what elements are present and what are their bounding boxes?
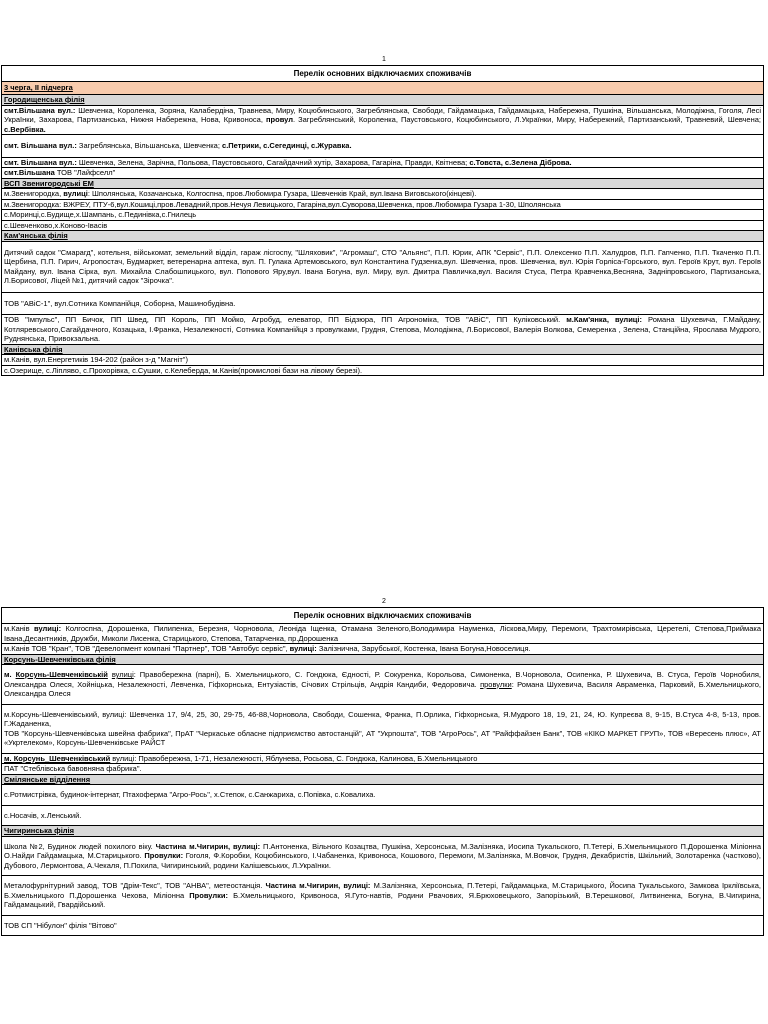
consumer-entry — [2, 785, 764, 806]
consumer-entry — [2, 189, 764, 200]
entry-text: вулиці: — [34, 624, 62, 633]
consumer-entry — [2, 764, 764, 775]
entry-text: с.Товста, с.Зелена Діброва. — [469, 157, 572, 167]
entry-text: вулиці — [63, 189, 88, 198]
entry-text: Школа №2, Будинок людей похилого віку. — [4, 841, 156, 851]
queue-label: 3 черга, ІІ підчерга — [2, 82, 764, 95]
entry-text: смт.Вільшана вул.: — [4, 105, 79, 115]
consumer-entry — [2, 168, 764, 179]
entry-text: Частина м.Чигирин, вулиці: — [265, 881, 371, 890]
entry-text: смт.Вільшана — [4, 168, 57, 177]
consumer-entry — [2, 105, 764, 135]
entry-text: ТОВ "АВіС-1", вул.Сотника Компанійця, Соборна, Машинобудівна. — [4, 298, 236, 308]
consumer-entry — [2, 365, 764, 376]
table-title: Перелік основних відключаємих споживачів — [2, 66, 764, 82]
entry-text: м.Кам'янка, вулиці: — [566, 315, 643, 324]
entry-text: : Шполянська, Козачанська, Колгоспна, пров.Любомира Гузара, Шевченків Край, вул.Івана Виговського(кінцеві). — [87, 189, 477, 198]
entry-text: ТОВ "Лайфселл" — [56, 168, 116, 177]
entry-text: . Загреблянський, Короленка, Паустовського, Коцюбинського, Л.Українки, Миру, Набережний, Партизанський, Травневий, Шевчена; — [292, 115, 761, 124]
section-heading: Городищенська філія — [2, 95, 764, 106]
entry-text: П.Антоненка, Вільного Козацтва, Пушкіна, Херсонська, М.Залізняка, Иосипа Тукальского, П.Тетері, Б.Хмельницького П.Дорошенка Міліонна О.Найди Гайдамацька, М.Старицького. — [4, 841, 761, 860]
consumer-entry — [2, 753, 764, 764]
entry-text: Б.Хмельницького, Кривоноса, Я.Гуто-навтів, Родини Рвачових, Я.Брюховецького, Запорізький, В.Терешкової, Литвиненка, Богуна, В.Чигирина, Гайдамацький, Гвардійський. — [4, 890, 762, 909]
entry-text: м.Канів, вул.Енергетиків 194-202 (район з-д "Магніт") — [4, 355, 188, 364]
consumer-entry — [2, 624, 764, 644]
entry-text: ТОВ "Корсунь-Шевченківська швейна фабрика", ПрАТ "Черкаське обласне підприємство автостанцій", АТ "Укрпошта", ТОВ "АгроРось", АТ "Райффайзен Банк", ТОВ «КІКО МАРКЕТ ГРУП», ТОВ «Вересень плюс», АТ «Укртелеком», Корсунь-Шевченківське РАЙСТ — [4, 728, 761, 747]
entry-text: Гоголя, Ф.Коробки, Коцюбинського, І.Чабаненка, Кривоноса, Кошового, Перемоги, М.Залізняка, М.Вовчок, Грудня, Декабристів, Шкільний, Золотаренка (частково), Дубового, Лермонтова, А.Чекаля, П.Похила, Чигиринський, родини Калішевських, Л.Українки. — [4, 851, 761, 870]
entry-text: м.Корсунь-Шевченківський, вулиці: Шевченка 17, 9/4, 25, 30, 29-75, 46-88,Чорновола, Свободи, Сошенка, Франка, П.Орлика, Гіфхорнська, Я.Мудрого 18, 19, 21, 24, Ю. Купреєва 8, 9-15, В.Стуса 4-8, 5-13, пров. Г.Жаданенка, — [4, 709, 761, 728]
consumer-entry — [2, 315, 764, 345]
consumer-entry — [2, 876, 764, 916]
entry-text: Загреблянська, Вільшанська, Шевченка; — [78, 141, 223, 150]
consumer-entry — [2, 210, 764, 221]
consumer-entry — [2, 292, 764, 315]
page-number: 2 — [382, 598, 386, 605]
entry-text: с.Вербівка. — [4, 124, 46, 134]
entry-text: м.Канів — [4, 624, 35, 633]
section-heading: ВСП Звенигородські ЕМ — [2, 178, 764, 189]
section-heading: Кам'янська філія — [2, 231, 764, 242]
entry-text: : Романа Шухевича, Василя Авраменка, Парковий, Б.Хмельницького, Олександра Олеся — [4, 679, 762, 698]
consumer-entry — [2, 644, 764, 655]
consumer-entry — [2, 220, 764, 231]
entry-text: Романа Шухевича, Г.Майдану, Котляревського,Сагайдачного, Козацька, І.Франка, Незалежності, Сотника Компанійця з провулками, Грудня, Степова, Молодіжна, Л.Борисової, Валерія Волкова, Семеренка , Зелена, Станційна, Ярослава Мудрого, Руднянська, Привокзальна. — [4, 315, 761, 343]
entry-text: м.Звенигородка: ВЖРЕУ, ПТУ-6,вул.Кошиці,пров.Левадний,пров.Нечуя Левицького, Гагаріна,вул.Суворова,Шевченка, пров.Любомира Гузара 1-30, Шполянська — [4, 199, 561, 209]
entry-text: Шевченка, Зелена, Зарічна, Польова, Паустовського, Сагайдачний хутір, Захарова, Гагаріна, Правди, Квітнева; — [78, 157, 470, 167]
entry-text: Металофурнітурний завод, ТОВ "Дрім-Текс", ТОВ "АНВА", метеостанція. — [4, 881, 266, 890]
entry-text: Провулки: — [144, 851, 184, 860]
entry-text: с.Ротмистрівка, будинок-інтернат, Птахоферма "Агро-Рось", х.Степок, с.Санжариха, с.Попівка, с.Ковалиха. — [4, 790, 376, 799]
consumer-entry — [2, 915, 764, 936]
entry-text: : Правобережна (парні), Б. Хмельницького, С. Гондюка, Єдності, Р. Сокуренка, Корольова, Симоненка, В.Чорновола, Осипенка, Р. Шухевича, В. Стуса, Героїв Чорнобиля, Олександра Олеся, Хойніцька, Незалежності, Левченка, Гіфхорнська, Ентузіастів, Січових Стрільців, Андрія Кандиби, Федоровича. — [4, 670, 761, 689]
entry-text: с.Петрики, с.Сегединці, с.Журавка. — [222, 141, 352, 150]
section-heading: Корсунь-Шевченківська філія — [2, 654, 764, 665]
entry-text: Колгоспна, Дорошенка, Пилипенка, Березня, Чорновола, Леоніда Іщенка, Отамана Зеленого,Володимира Науменка, Ліскова,Миру, Перемоги, Трахтомирівська, Церетелі, Степова,Приймака Івана,Десантників, Дружби, Миколи Лисенка, Старицького, Степова, Татарченка, пр.Дорошенка — [4, 624, 761, 643]
consumers-table — [1, 65, 764, 376]
entry-text: ТОВ "Імпульс", ПП Бичок, ПП Швед, ПП Король, ПП Мойко, Агробуд, елеватор, ПП Бідзюра, ПП Агрономіка, ТОВ "АВіС", ПП Куліковський. — [4, 315, 567, 324]
entry-text: Провулки: — [189, 890, 228, 900]
entry-text: Дитячий садок "Смарагд", котельня, військомат, земельний відділ, гараж лісгоспу, "Шляховик", "Агромаш", СТО "Альянс", П.П. Юрик, АПК "Сервіс", П.П. Олексенко П.П. Халудров, П.П. Гапченко, П.П. Ткаченко П.П. Щербина, П.П. Гирич, Агропостач, Будмаркет, ветеренарна аптека, вул. П. Гулака Артемовського, вул Константина Гудзенка,вул. Шевченка, пров. Шевченка, вул. Юрія Горліса-Горського, вул. Героїв Крут, вул. Героїв Майдану, вул. Івана Сірка, вул. Михайла Слабошпицького, вул. Попового Яру,вул. Івана Богуна, вул. Миру, вул. Дмитра Павличка,вул. Василя Стуса, Петра Кравченка,Весняна, Задніпровського, Партизанська, Л.Борисової, Ліцей №1, дитячий садок "Зірочка". — [4, 247, 761, 285]
entry-text: Корсунь-Шевченківській — [15, 670, 108, 679]
entry-text: с.Шевченково,х.Коново-Івасів — [4, 220, 108, 230]
entry-text: вулиці — [111, 670, 134, 679]
entry-text: с.Носачів, х.Ленський. — [4, 810, 82, 820]
entry-text: смт. Вільшана вул.: — [4, 141, 79, 150]
consumer-entry — [2, 836, 764, 876]
entry-text: ПАТ "Стеблівська бавовняна фабрика". — [4, 764, 142, 773]
entry-text: Шевченка, Короленка, Зоряна, Калабердіна, Травнева, Миру, Коцюбинського, Загреблянська, Свободи, Гайдамацька, Гайдамацька, Набережна, Пушкіна, Вільшанська, Молодіжна, Гоголя, Лесі Українки, Захарова, Партизанська, Нижня Набережна, Нова, Кривоноса, — [4, 105, 762, 124]
entry-text: провул — [266, 115, 293, 124]
table-title: Перелік основних відключаємих споживачів — [2, 608, 764, 624]
entry-text: М.Залізняка, Херсонська, П.Тетері, Гайдамацька, М.Старицького, Йосипа Тукальського, Замкова Іркліївська, Б.Хмельницького П.Дорошенка Чехова, Міліонна — [4, 881, 761, 900]
entry-text: с.Моринці,с.Будище,х.Шампань, с.Пединівка,с.Гнилець — [4, 210, 197, 219]
section-heading: Чигиринська філія — [2, 826, 764, 837]
consumer-entry — [2, 355, 764, 366]
entry-text: Частина м.Чигирин, вулиці: — [155, 841, 261, 851]
entry-text: с.Озерище, с.Ліпляво, с.Прохорівка, с.Сушки, с.Келеберда, м.Канів(промислові бази на лівому березі). — [4, 365, 363, 375]
section-heading: Канівська філія — [2, 344, 764, 355]
consumers-table — [1, 607, 764, 936]
entry-text: вулиці: Правобережна, 1-71, Незалежності, Яблунева, Росьова, С. Гондюка, Калинова, Б.Хмельницького — [110, 753, 478, 763]
consumer-entry — [2, 199, 764, 210]
consumer-entry — [2, 135, 764, 158]
page-number: 1 — [382, 56, 386, 63]
consumer-entry — [2, 241, 764, 292]
section-heading: Смілянське відділення — [2, 774, 764, 785]
entry-text: м. Корсунь_Шевченківський — [4, 753, 111, 763]
entry-text: вулиці: — [289, 644, 317, 653]
consumer-entry — [2, 665, 764, 705]
consumer-entry — [2, 157, 764, 168]
entry-text: м.Канів ТОВ "Кран", ТОВ "Девелопмент компані "Партнер", ТОВ "Автобус сервіс", — [4, 644, 290, 653]
consumer-entry — [2, 805, 764, 826]
consumer-entry — [2, 704, 764, 753]
entry-text: ТОВ СП "Нібулон" філія "Вітово" — [4, 920, 117, 930]
entry-text: смт. Вільшана вул.: — [4, 157, 79, 167]
entry-text: м. — [4, 670, 16, 679]
entry-text: провулки — [480, 679, 512, 689]
entry-text: м.Звенигородка, — [4, 189, 64, 198]
entry-text: Залізнична, Зарубської, Костенка, Івана Богуна,Новоселиця. — [316, 644, 531, 653]
